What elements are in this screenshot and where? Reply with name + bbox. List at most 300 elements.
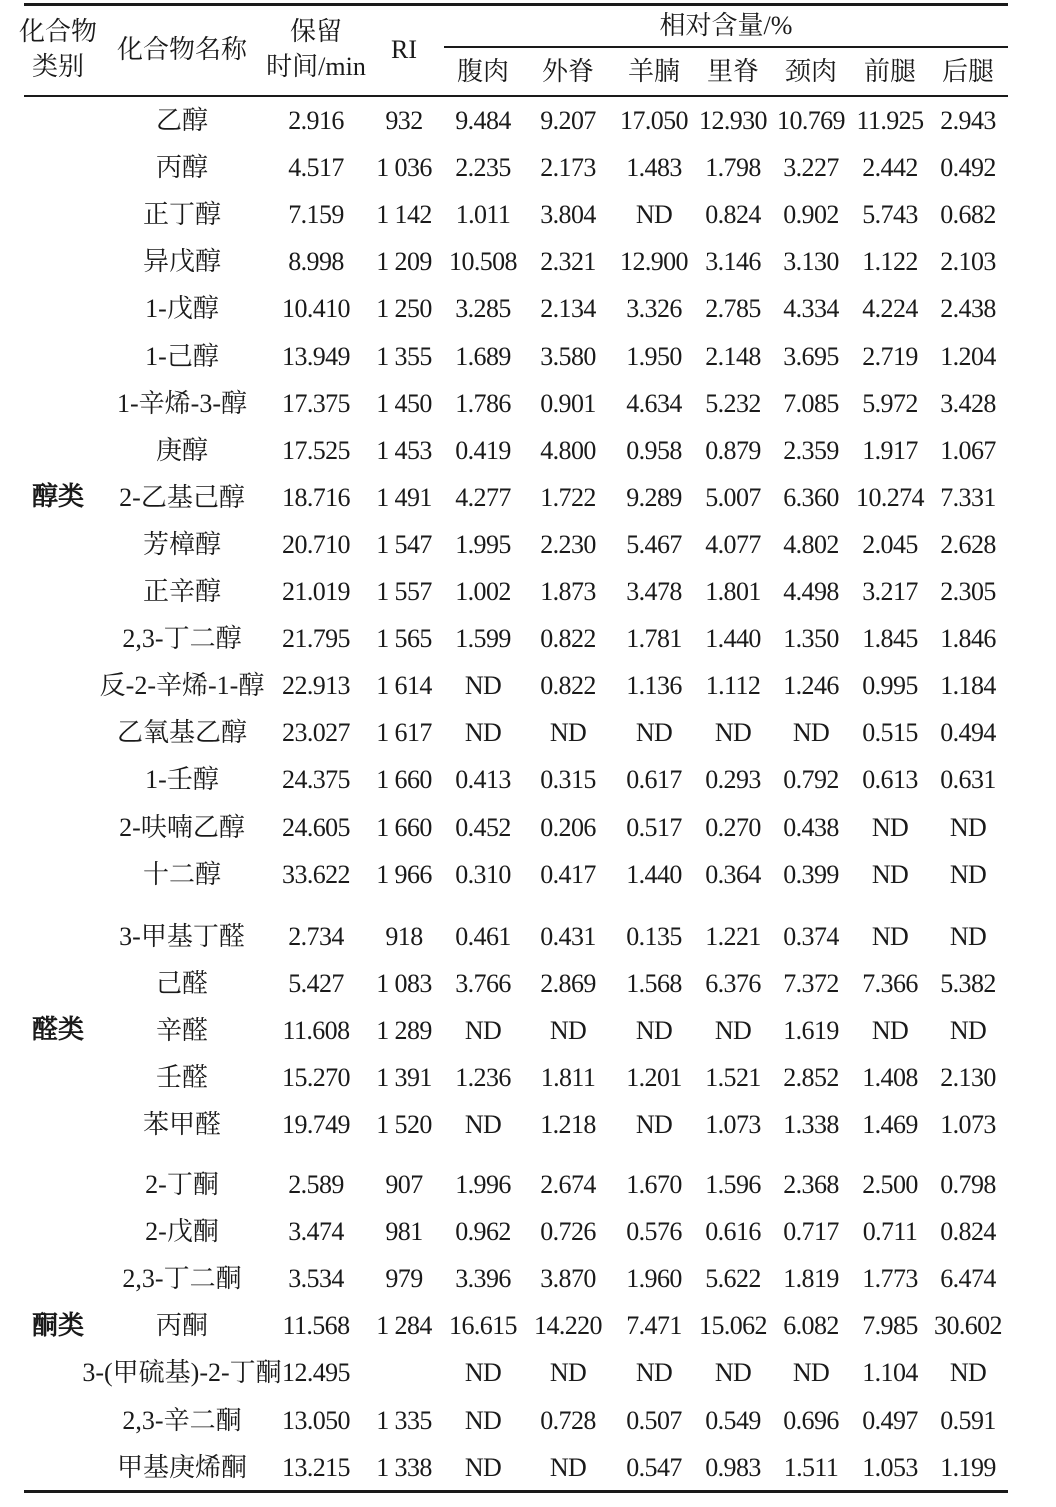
value-cell: 11.925	[856, 106, 924, 135]
value-cell: 3.396	[455, 1264, 511, 1293]
compound-name-cell: 正丁醇	[142, 200, 222, 229]
value-cell: 13.050	[282, 1406, 350, 1435]
value-cell: 1.338	[783, 1110, 839, 1139]
value-cell: 3.217	[862, 577, 918, 606]
value-cell: 0.995	[862, 671, 918, 700]
value-cell: 1 083	[376, 969, 432, 998]
value-cell: 2.442	[862, 153, 918, 182]
value-cell: 932	[385, 106, 423, 135]
value-cell: 0.631	[940, 765, 996, 794]
value-cell: 16.615	[449, 1311, 517, 1340]
value-cell: 1.960	[626, 1264, 682, 1293]
bottom-rule	[24, 1490, 1008, 1493]
value-cell: ND	[792, 1358, 830, 1387]
value-cell: 7.471	[626, 1311, 682, 1340]
value-cell: 1.136	[626, 671, 682, 700]
value-cell: 0.135	[626, 922, 682, 951]
compound-name-cell: 己醛	[155, 969, 209, 998]
value-cell: 7.985	[862, 1311, 918, 1340]
compound-name-cell: 苯甲醛	[142, 1110, 222, 1139]
value-cell: 0.547	[626, 1453, 682, 1482]
value-cell: ND	[464, 718, 502, 747]
compound-name-cell: 芳樟醇	[142, 530, 222, 559]
value-cell: 9.289	[626, 483, 682, 512]
header-category-line1: 化合物	[18, 17, 98, 46]
value-cell: 0.549	[705, 1406, 761, 1435]
compound-name-cell: 反-2-辛烯-1-醇	[99, 671, 265, 700]
value-cell: 2.916	[288, 106, 344, 135]
value-cell: 23.027	[282, 718, 350, 747]
value-cell: 1.819	[783, 1264, 839, 1293]
value-cell: 1.950	[626, 342, 682, 371]
value-cell: ND	[464, 1016, 502, 1045]
value-cell: 1 565	[376, 624, 432, 653]
value-cell: 9.484	[455, 106, 511, 135]
header-category-line2: 类别	[31, 52, 85, 81]
value-cell: 5.743	[862, 200, 918, 229]
value-cell: 1.246	[783, 671, 839, 700]
value-cell: 0.717	[783, 1217, 839, 1246]
value-cell: 1.112	[705, 671, 761, 700]
value-cell: 7.366	[862, 969, 918, 998]
value-cell: 1.221	[705, 922, 761, 951]
value-cell: ND	[949, 1016, 987, 1045]
value-cell: 0.711	[862, 1217, 918, 1246]
value-cell: 1.521	[705, 1063, 761, 1092]
value-cell: ND	[949, 1358, 987, 1387]
value-cell: 0.616	[705, 1217, 761, 1246]
value-cell: 11.568	[282, 1311, 350, 1340]
value-cell: 1.067	[940, 436, 996, 465]
value-cell: 1.670	[626, 1170, 682, 1199]
value-cell: 2.235	[455, 153, 511, 182]
value-cell: 981	[385, 1217, 423, 1246]
value-cell: 6.474	[940, 1264, 996, 1293]
value-cell: 0.824	[940, 1217, 996, 1246]
compound-name-cell: 2-丁酮	[145, 1170, 219, 1199]
value-cell: 2.734	[288, 922, 344, 951]
value-cell: 3.326	[626, 294, 682, 323]
compound-name-cell: 辛醛	[155, 1016, 209, 1045]
compound-name-cell: 3-甲基丁醛	[119, 922, 245, 951]
value-cell: 0.726	[540, 1217, 596, 1246]
value-cell: 1.073	[940, 1110, 996, 1139]
value-cell: 5.972	[862, 389, 918, 418]
value-cell: 0.315	[540, 765, 596, 794]
value-cell: ND	[714, 1358, 752, 1387]
value-cell: 0.517	[626, 813, 682, 842]
value-cell: 14.220	[534, 1311, 602, 1340]
value-cell: 0.696	[783, 1406, 839, 1435]
value-cell: 4.077	[705, 530, 761, 559]
value-cell: 2.134	[540, 294, 596, 323]
value-cell: 24.605	[282, 813, 350, 842]
value-cell: ND	[549, 718, 587, 747]
value-cell: 18.716	[282, 483, 350, 512]
value-cell: 4.517	[288, 153, 344, 182]
value-cell: 2.103	[940, 247, 996, 276]
value-cell: 5.232	[705, 389, 761, 418]
value-cell: 2.173	[540, 153, 596, 182]
value-cell: 0.494	[940, 718, 996, 747]
value-cell: 0.902	[783, 200, 839, 229]
value-cell: 20.710	[282, 530, 350, 559]
value-cell: 1.440	[626, 860, 682, 889]
value-cell: 1 142	[376, 200, 432, 229]
value-cell: ND	[549, 1358, 587, 1387]
value-cell: 22.913	[282, 671, 350, 700]
compound-name-cell: 2,3-丁二酮	[122, 1264, 242, 1293]
value-cell: 2.719	[862, 342, 918, 371]
value-cell: 17.050	[620, 106, 688, 135]
value-cell: 1.619	[783, 1016, 839, 1045]
value-cell: 5.427	[288, 969, 344, 998]
value-cell: 2.148	[705, 342, 761, 371]
value-cell: 0.374	[783, 922, 839, 951]
header-part-neck: 颈肉	[784, 57, 838, 86]
value-cell: 3.130	[783, 247, 839, 276]
value-cell: 1.073	[705, 1110, 761, 1139]
value-cell: 0.822	[540, 624, 596, 653]
value-cell: 1 250	[376, 294, 432, 323]
value-cell: 7.372	[783, 969, 839, 998]
compound-name-cell: 十二醇	[142, 860, 222, 889]
value-cell: 4.334	[783, 294, 839, 323]
value-cell: 6.360	[783, 483, 839, 512]
header-bottom-rule	[24, 95, 1008, 97]
value-cell: 0.293	[705, 765, 761, 794]
value-cell: 2.785	[705, 294, 761, 323]
value-cell: ND	[714, 1016, 752, 1045]
value-cell: ND	[871, 813, 909, 842]
value-cell: 1.053	[862, 1453, 918, 1482]
value-cell: 0.413	[455, 765, 511, 794]
value-cell: 11.608	[282, 1016, 350, 1045]
value-cell: 2.230	[540, 530, 596, 559]
value-cell: 1 660	[376, 765, 432, 794]
value-cell: 1.786	[455, 389, 511, 418]
value-cell: ND	[635, 1110, 673, 1139]
value-cell: 0.419	[455, 436, 511, 465]
value-cell: 5.622	[705, 1264, 761, 1293]
value-cell: 2.869	[540, 969, 596, 998]
value-cell: 13.949	[282, 342, 350, 371]
compound-name-cell: 2,3-丁二醇	[122, 624, 242, 653]
value-cell: ND	[949, 813, 987, 842]
value-cell: 1 547	[376, 530, 432, 559]
value-cell: 4.277	[455, 483, 511, 512]
value-cell: 1.002	[455, 577, 511, 606]
compound-name-cell: 3-(甲硫基)-2-丁酮	[82, 1358, 282, 1387]
value-cell: 0.270	[705, 813, 761, 842]
value-cell: 1.184	[940, 671, 996, 700]
value-cell: ND	[635, 1358, 673, 1387]
value-cell: 0.452	[455, 813, 511, 842]
compound-name-cell: 异戊醇	[142, 247, 222, 276]
value-cell: 0.507	[626, 1406, 682, 1435]
compound-name-cell: 1-己醇	[145, 342, 219, 371]
compound-name-cell: 1-壬醇	[145, 765, 219, 794]
value-cell: 21.019	[282, 577, 350, 606]
value-cell: 7.159	[288, 200, 344, 229]
value-cell: 9.207	[540, 106, 596, 135]
value-cell: 30.602	[934, 1311, 1002, 1340]
value-cell: ND	[949, 860, 987, 889]
value-cell: 1.811	[540, 1063, 596, 1092]
compound-name-cell: 1-辛烯-3-醇	[117, 389, 247, 418]
value-cell: 3.285	[455, 294, 511, 323]
value-cell: 0.879	[705, 436, 761, 465]
value-cell: 19.749	[282, 1110, 350, 1139]
value-cell: 1.440	[705, 624, 761, 653]
compound-name-cell: 1-戊醇	[145, 294, 219, 323]
value-cell: 1.801	[705, 577, 761, 606]
value-cell: 1.104	[862, 1358, 918, 1387]
value-cell: 1 335	[376, 1406, 432, 1435]
header-relative-content: 相对含量/%	[659, 11, 793, 40]
value-cell: 0.591	[940, 1406, 996, 1435]
value-cell: ND	[792, 718, 830, 747]
value-cell: 1.873	[540, 577, 596, 606]
value-cell: 2.674	[540, 1170, 596, 1199]
value-cell: 12.900	[620, 247, 688, 276]
value-cell: 1.204	[940, 342, 996, 371]
value-cell: 0.431	[540, 922, 596, 951]
value-cell: 0.576	[626, 1217, 682, 1246]
value-cell: 4.802	[783, 530, 839, 559]
value-cell: 1 284	[376, 1311, 432, 1340]
value-cell: 2.045	[862, 530, 918, 559]
value-cell: 0.461	[455, 922, 511, 951]
value-cell: 3.695	[783, 342, 839, 371]
value-cell: 21.795	[282, 624, 350, 653]
value-cell: 0.958	[626, 436, 682, 465]
value-cell: 5.382	[940, 969, 996, 998]
value-cell: 3.146	[705, 247, 761, 276]
value-cell: 1.781	[626, 624, 682, 653]
value-cell: 5.007	[705, 483, 761, 512]
compound-name-cell: 正辛醇	[142, 577, 222, 606]
value-cell: 1.483	[626, 153, 682, 182]
value-cell: 0.492	[940, 153, 996, 182]
value-cell: 1.846	[940, 624, 996, 653]
value-cell: 15.062	[699, 1311, 767, 1340]
value-cell: 3.766	[455, 969, 511, 998]
value-cell: 2.321	[540, 247, 596, 276]
category-label: 酮类	[31, 1311, 85, 1340]
value-cell: 2.359	[783, 436, 839, 465]
value-cell: 17.525	[282, 436, 350, 465]
value-cell: 2.438	[940, 294, 996, 323]
compound-name-cell: 丙酮	[155, 1311, 209, 1340]
value-cell: ND	[635, 1016, 673, 1045]
value-cell: ND	[714, 718, 752, 747]
compound-name-cell: 壬醛	[155, 1063, 209, 1092]
value-cell: 1.798	[705, 153, 761, 182]
value-cell: 0.792	[783, 765, 839, 794]
value-cell: 4.800	[540, 436, 596, 465]
value-cell: 1 614	[376, 671, 432, 700]
value-cell: 1.568	[626, 969, 682, 998]
value-cell: 1.408	[862, 1063, 918, 1092]
value-cell: 2.943	[940, 106, 996, 135]
value-cell: 2.130	[940, 1063, 996, 1092]
value-cell: 2.628	[940, 530, 996, 559]
value-cell: 0.983	[705, 1453, 761, 1482]
value-cell: 6.082	[783, 1311, 839, 1340]
value-cell: ND	[549, 1453, 587, 1482]
value-cell: ND	[549, 1016, 587, 1045]
value-cell: ND	[871, 1016, 909, 1045]
value-cell: 4.498	[783, 577, 839, 606]
value-cell: 1 491	[376, 483, 432, 512]
value-cell: ND	[464, 1453, 502, 1482]
value-cell: 10.769	[777, 106, 845, 135]
category-label: 醇类	[31, 482, 85, 511]
value-cell: 0.798	[940, 1170, 996, 1199]
value-cell: 1.199	[940, 1453, 996, 1482]
value-cell: 7.085	[783, 389, 839, 418]
header-compound-name: 化合物名称	[116, 35, 248, 64]
value-cell: 0.206	[540, 813, 596, 842]
header-part-hindleg: 后腿	[941, 57, 995, 86]
value-cell: 1 660	[376, 813, 432, 842]
value-cell: ND	[464, 1358, 502, 1387]
value-cell: 1.689	[455, 342, 511, 371]
value-cell: 1.722	[540, 483, 596, 512]
value-cell: 33.622	[282, 860, 350, 889]
value-cell: 2.589	[288, 1170, 344, 1199]
compound-name-cell: 2-呋喃乙醇	[119, 813, 245, 842]
value-cell: 1.011	[455, 200, 511, 229]
value-cell: 3.428	[940, 389, 996, 418]
value-cell: 17.375	[282, 389, 350, 418]
value-cell: ND	[464, 671, 502, 700]
value-cell: 15.270	[282, 1063, 350, 1092]
value-cell: 0.682	[940, 200, 996, 229]
value-cell: 1.511	[783, 1453, 839, 1482]
value-cell: 0.497	[862, 1406, 918, 1435]
value-cell: 5.467	[626, 530, 682, 559]
header-retention-line1: 保留	[289, 17, 343, 46]
value-cell: 3.474	[288, 1217, 344, 1246]
value-cell: 0.824	[705, 200, 761, 229]
value-cell: 3.580	[540, 342, 596, 371]
value-cell: 0.962	[455, 1217, 511, 1246]
value-cell: 1.201	[626, 1063, 682, 1092]
value-cell: 0.515	[862, 718, 918, 747]
value-cell: 3.478	[626, 577, 682, 606]
value-cell: 2.852	[783, 1063, 839, 1092]
value-cell: 918	[385, 922, 423, 951]
value-cell: 0.822	[540, 671, 596, 700]
compound-name-cell: 庚醇	[155, 436, 209, 465]
value-cell: 0.613	[862, 765, 918, 794]
header-retention-line2: 时间/min	[266, 52, 366, 81]
value-cell: 0.364	[705, 860, 761, 889]
value-cell: 1.917	[862, 436, 918, 465]
value-cell: 1.995	[455, 530, 511, 559]
value-cell: 0.617	[626, 765, 682, 794]
value-cell: 1.122	[862, 247, 918, 276]
value-cell: 3.227	[783, 153, 839, 182]
value-cell: 12.495	[282, 1358, 350, 1387]
value-cell: 3.534	[288, 1264, 344, 1293]
compound-name-cell: 丙醇	[155, 153, 209, 182]
header-part-brisket: 羊腩	[627, 57, 681, 86]
value-cell: 12.930	[699, 106, 767, 135]
value-cell: 13.215	[282, 1453, 350, 1482]
value-cell: 1 355	[376, 342, 432, 371]
value-cell: 0.310	[455, 860, 511, 889]
value-cell: 1 289	[376, 1016, 432, 1045]
value-cell: 0.728	[540, 1406, 596, 1435]
value-cell: 7.331	[940, 483, 996, 512]
top-rule	[24, 3, 1008, 6]
value-cell: 1.218	[540, 1110, 596, 1139]
header-part-tenderloin: 里脊	[706, 57, 760, 86]
value-cell: 6.376	[705, 969, 761, 998]
value-cell: 1 338	[376, 1453, 432, 1482]
compound-name-cell: 2,3-辛二酮	[122, 1406, 242, 1435]
value-cell: ND	[871, 860, 909, 889]
category-label: 醛类	[31, 1015, 85, 1044]
value-cell: 0.399	[783, 860, 839, 889]
value-cell: 0.417	[540, 860, 596, 889]
value-cell: ND	[464, 1406, 502, 1435]
value-cell: 1.845	[862, 624, 918, 653]
value-cell: 1.469	[862, 1110, 918, 1139]
value-cell: 2.305	[940, 577, 996, 606]
value-cell: 1.236	[455, 1063, 511, 1092]
header-part-foreleg: 前腿	[863, 57, 917, 86]
value-cell: ND	[464, 1110, 502, 1139]
compound-name-cell: 2-乙基己醇	[119, 483, 245, 512]
value-cell: 8.998	[288, 247, 344, 276]
value-cell: 2.368	[783, 1170, 839, 1199]
value-cell: 4.634	[626, 389, 682, 418]
value-cell: ND	[949, 922, 987, 951]
value-cell: 1 209	[376, 247, 432, 276]
header-part-striploin: 外脊	[541, 57, 595, 86]
value-cell: 1 450	[376, 389, 432, 418]
value-cell: 1.996	[455, 1170, 511, 1199]
value-cell: 1 966	[376, 860, 432, 889]
value-cell: 0.901	[540, 389, 596, 418]
value-cell: 10.508	[449, 247, 517, 276]
value-cell: 24.375	[282, 765, 350, 794]
value-cell: 1 557	[376, 577, 432, 606]
value-cell: 1.599	[455, 624, 511, 653]
value-cell: 1 453	[376, 436, 432, 465]
compound-name-cell: 乙醇	[155, 106, 209, 135]
value-cell: 1 520	[376, 1110, 432, 1139]
compound-name-cell: 甲基庚烯酮	[116, 1453, 248, 1482]
value-cell: 1.596	[705, 1170, 761, 1199]
value-cell: 1 036	[376, 153, 432, 182]
value-cell: 3.870	[540, 1264, 596, 1293]
value-cell: ND	[871, 922, 909, 951]
value-cell: 1 617	[376, 718, 432, 747]
value-cell: 1.350	[783, 624, 839, 653]
header-ri: RI	[391, 35, 417, 64]
value-cell: 3.804	[540, 200, 596, 229]
value-cell: 4.224	[862, 294, 918, 323]
value-cell: ND	[635, 200, 673, 229]
header-part-belly: 腹肉	[456, 57, 510, 86]
relative-content-underline	[444, 46, 1008, 48]
value-cell: 1.773	[862, 1264, 918, 1293]
